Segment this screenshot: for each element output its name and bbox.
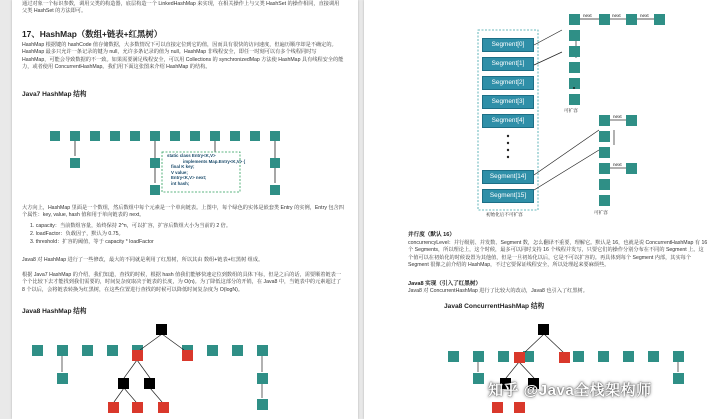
next-label-2: next: [612, 13, 621, 18]
segment-14: Segment[14]: [482, 170, 534, 184]
java8-array-row: [32, 345, 268, 356]
java8-chm-title: Java8 ConcurrentHashMap 结构: [444, 303, 545, 310]
capacity-bullet: 1. capacity：当前数组容量，始终保持 2^n，可以扩容，扩容后数组大小为当前的 2 倍。: [30, 223, 232, 229]
loadfactor-bullet: 2. loadFactor：负载因子，默认为 0.75。: [30, 231, 124, 237]
java8-hashmap-title: Java8 HashMap 结构: [22, 308, 87, 315]
left-document-page: [12, 0, 358, 419]
next-label-1: next: [583, 13, 592, 18]
init-not-expandable-label: 初始化后不可扩容: [486, 212, 523, 217]
concurrency-title: 并行度（默认 16）: [408, 232, 455, 238]
hashmap-intro-paragraph: HashMap 根据键的 hashCode 值存储数据，大多数情况下可以直接定位到它的值，因而具有很快的访问速度，但遍历顺序却是不确定的。HashMap 最多只允许一条记录的键为 null，允许多条记录的值为 null。HashMap 非线程安全，即任一时刻可以有多个线程同时写 HashMap，可能会导致数据的不一致。如果需要满足线程安全，可以用 Collections 的 synchronizedMap 方法使 HashMap 具有线程安全的能力，或者使用 ConcurrentHashMap。我们用下面这张图来介绍 HashMap 的结构。: [22, 42, 344, 71]
segment-15: Segment[15]: [482, 189, 534, 203]
zhihu-watermark: 知乎 @Java全栈架构师: [488, 382, 652, 399]
java8-hashmap-diagram: [12, 0, 358, 419]
concurrency-paragraph: concurrencyLevel：并行级别、并发数、Segment 数，怎么翻译不重要，理解它。默认是 16，也就是说 ConcurrentHashMap 有 16 个 Segments，所以理论上，这个时候，最多可以同时支持 16 个线程并发写，只要它们的操作分别分布在不同的 Segment 上。这个值可以在初始化的时候设置为其他值，但是一旦初始化以后，它是不可以扩容的。再具体到每个 Segment 内部，其实每个 Segment 很像之前介绍的 HashMap，不过它要保证线程安全，所以处理起来要麻烦些。: [408, 240, 708, 269]
expand-label-top: 可扩容: [564, 108, 578, 113]
java8-intro-paragraph: Java8 对 HashMap 进行了一些修改，最大的不同就是利用了红黑树，所以其由 数组+链表+红黑树 组成。: [22, 257, 264, 263]
section-title-hashmap: 17、HashMap（数组+链表+红黑树）: [22, 29, 163, 39]
next-label-5: next: [613, 162, 622, 167]
java8-detail-paragraph: 根据 Java7 HashMap 的介绍，我们知道，查找的时候，根据 hash 值我们能够快速定位到数组的具体下标，但是之后的话，需要顺着链表一个个比较下去才能找到我们需要的，时间复杂度取决于链表的长度，为 O(n)。为了降低这部分的开销，在 Java8 中，当链表中的元素超过了 8 个以后，会将链表转换为红黑树，在这些位置进行查找的时候可以降低时间复杂度为 O(logN)。: [22, 272, 342, 293]
entry-code: static class Entry<K,V> implements Map.Entry<K,V> { final K key; V value; Entry<K,V> next; int hash;: [167, 153, 246, 186]
segment-3: Segment[3]: [482, 95, 534, 109]
segment-4: Segment[4]: [482, 114, 534, 128]
segment-1: Segment[1]: [482, 57, 534, 71]
java8-chm-diagram: [364, 0, 720, 419]
hashmap-structure-paragraph: 大方向上，HashMap 里面是一个数组，然后数组中每个元素是一个单向链表。上图中，每个绿色的实体是嵌套类 Entry 的实例，Entry 包含四个属性：key, value, hash 值和用于单向链表的 next。: [22, 205, 344, 219]
java8-tree-nodes: [57, 324, 268, 413]
segment-0: Segment[0]: [482, 38, 534, 52]
java7-hashmap-title: Java7 HashMap 结构: [22, 91, 87, 98]
java8-impl-paragraph: Java8 对 ConcurrentHashMap 进行了比较大的改动，Java8 也引入了红黑树。: [408, 288, 588, 294]
right-document-page: [364, 0, 720, 419]
next-label-4: next: [613, 114, 622, 119]
intro-paragraph: 通过对象一个标识参数，调用父类的构造器，底层构造一个 LinkedHashMap 来实现，在相关操作上与父类 HashSet 的操作相同，直接调用父类 HashSet 的方法即可。: [22, 1, 340, 15]
next-label-3: next: [640, 13, 649, 18]
threshold-bullet: 3. threshold：扩容的阈值，等于 capacity * loadFactor: [30, 239, 154, 245]
segment-2: Segment[2]: [482, 76, 534, 90]
expand-label-bottom: 可扩容: [594, 210, 608, 215]
java8-impl-title: Java8 实现（引入了红黑树）: [408, 281, 482, 287]
java8-tree-edges: [62, 334, 262, 402]
